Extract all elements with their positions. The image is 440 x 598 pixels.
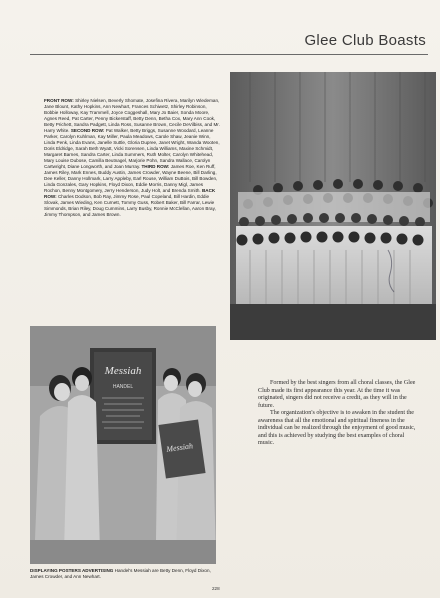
caption-lead: DISPLAYING POSTERS ADVERTISING: [30, 568, 114, 573]
poster-title: Messiah: [104, 365, 142, 377]
glee-club-group-photo: [230, 72, 436, 340]
page-number: 228: [212, 586, 220, 591]
second-row-names: Pat Walker, Betty Briggs, Susanne Woodard, Leanne Parker, Carolyn Kuhlman, Kay Miller, Paula Meadows, Carole Shaw, Jeanie Winn, Linda Penk, Linda Evans, Janelle Suttle, Gloria Dupree, Janet Wright, Wanda Wooten, Doris Eldridge, Sarah Beth Wyatt, Vicki Sorensen, Linda Williams, Maxine Schmidt, Margaret Barnes, Sandra Carter, Linda Summers, Ruth Molter, Carolyn Whitehead, Mary Louise Dubose, Camilla Beutnagel, Marjorie Pohn, Sandra Wallace, Carolyn Cartwright, Diane Longworth, and Joan Murray.: [44, 128, 220, 169]
front-row-label: FRONT ROW:: [44, 98, 74, 103]
caption-text: Handel's Messiah are Betty Denn, Floyd Dixon, James Crowder, and Ann Newhart.: [30, 568, 211, 580]
article-paragraph-1: Formed by the best singers from all choral classes, the Glee Club made its first appearance this year. At the time it was originated, singers did not receive a credit, as they will in the future.: [258, 380, 416, 409]
second-row-label: SECOND ROW:: [70, 128, 105, 133]
page-title: Glee Club Boasts: [304, 32, 426, 49]
messiah-poster-photo: [30, 326, 216, 564]
back-row-label: BACK ROW:: [44, 188, 216, 199]
roster-names: [44, 98, 220, 218]
article-paragraph-2: The organization's objective is to awaken in the student the awareness that all the emotional and spiritual fineness in the individual can be realized through the enjoyment of good music, and this is achieved by studying the best examples of choral music.: [258, 410, 416, 446]
photo-caption: [30, 568, 218, 580]
article-text: [258, 380, 418, 448]
poster-subtitle: HANDEL: [112, 384, 134, 390]
held-poster-title: Messiah: [165, 441, 194, 454]
title-divider: [30, 54, 428, 55]
third-row-label: THIRD ROW:: [141, 164, 170, 169]
front-row-names: Shirley Nielsen, Beverly Shomate, Josefina Rivera, Marilyn Wiedeman, Jane Blount, Kathy Hopkins, Ann Newhart, Frances Schiwetz, Shirley Robinson, Bobbie Holloway, Kay Trammell, Joyce Coggeshall, Mary Jo Baier, Sonda Moore, Agnes Reed, Pat Carter, Penny Bickerstaff, Betty Denn, Betha Cox, Mary Ann Cook, Betty Prichett, Sandra Padgett, Linda Ross, Susanne Brown, Cecile DeVilbiss, and Mr. Harry White.: [44, 98, 220, 133]
back-row-names: Charles Dodson, Bob Ray, Jimmy Rose, Paul Copeland, Bill Hardin, Eddie Slovak, James Wieding, Ken Curnett, Tommy Guss, Robert Baker, Bill Farrar, Lewie Simmonds, Brian Riley, Doug Cummins, Larry Busby, Ronnie McClellan, Aaron Bray, Jimmy Thompson, and James Brown.: [44, 194, 216, 217]
third-row-names: James Roe, Ken Ruff, James Riley, Mark Ennes, Buddy Austin, James Crowder, Wayne Beene, Bill Darling, Dee Keller, Danny Hollmark, Larry Appleby, Earl Rouse, William DuBois, Bill Bowden, Linda Gonzales, Gary Hopkins, Floyd Dixon, Eddie Morris, Danny Migl, James Rochon, Benny Montgomery, Jerry Henderson, Judy Holt, and Brenda Smith.: [44, 164, 218, 193]
